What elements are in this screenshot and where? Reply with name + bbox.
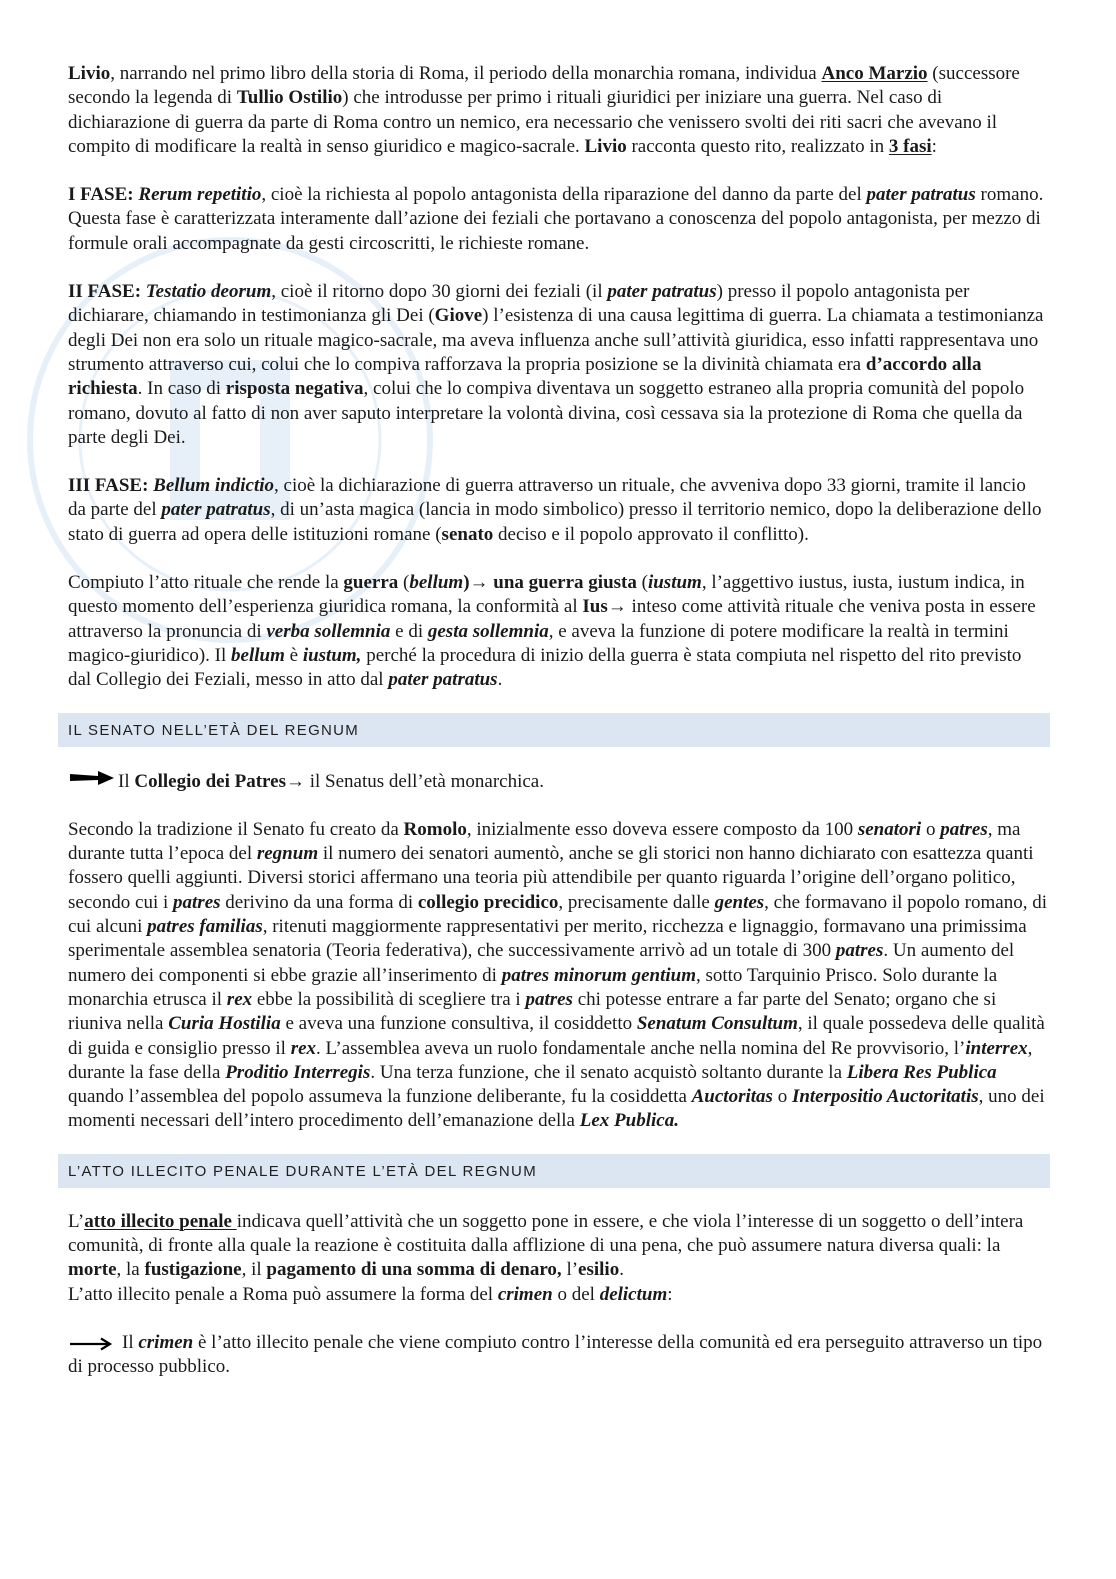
text-bold-italic: Auctoritas (691, 1086, 773, 1108)
text: Il (118, 770, 135, 792)
text-bold-italic: Curia Hostilia (168, 1013, 281, 1035)
text: racconta questo rito, realizzato in (626, 135, 889, 157)
text-bold: Collegio dei Patres (134, 770, 286, 792)
text-bold-italic: pater patratus (388, 669, 498, 691)
paragraph-crimen (68, 1331, 1048, 1380)
text: Compiuto l’atto rituale che rende la (68, 572, 344, 594)
text: , il quale possedeva delle qualità di guida e consiglio presso il (68, 1013, 1045, 1059)
text: il numero dei senatori aumentò, anche se gli storici non hanno dichiarato con esattezza quanti fossero quelli aggiunti. Diversi storici affermano una teoria più attendibile per quanto riguarda l’origine dell’organo politico, secondo cui i (68, 843, 1034, 913)
text: , che formavano il popolo romano, di cui alcuni (68, 891, 1047, 938)
text-bold-italic: delictum (599, 1283, 668, 1305)
paragraph-intro (68, 62, 1048, 159)
text-bold-italic: patres (525, 988, 573, 1010)
text: ebbe la possibilità di scegliere tra i (252, 988, 526, 1010)
text: : (931, 135, 937, 157)
paragraph-bellum-iustum (68, 571, 1048, 692)
text: : (667, 1283, 673, 1305)
text: , colui che lo compiva diventava un soggetto estraneo alla propria comunità del popolo romano, dovuto al fatto di non aver saputo interpretare la volontà divina, così cessava sia la protezione di Roma che quella da parte degli Dei. (68, 378, 1025, 448)
long-arrow-right-icon (68, 1337, 114, 1351)
text-bold-italic: crimen (138, 1331, 194, 1353)
text-bold-italic: iustum, (302, 644, 362, 666)
text: ) l’esistenza di una causa legittima di guerra. La chiamata a testimonianza degli Dei non era solo un rituale magico-sacrale, ma aveva influenza anche sull’attività giuridica, esso infatti rappresentava uno strumento attraverso cui, colui che lo compiva rafforzava la propria posizione se la divinità chiamata era (68, 305, 1044, 375)
thick-arrow-right-icon (68, 769, 118, 787)
text-bold-italic: patres minorum gentium (501, 964, 696, 986)
text: (successore secondo la legenda di (68, 63, 1020, 109)
text: deciso e il popolo approvato il conflitto). (493, 523, 809, 545)
text: , ritenuti maggiormente rappresentativi per merito, ricchezza e lignaggio, formavano una primissima sperimentale assemblea senatoria (Teoria federativa), che successivamente arrivò ad un totale di 300 (68, 916, 1027, 962)
text-bold: d’accordo alla richiesta (68, 353, 982, 400)
text-bold-italic: gentes (714, 891, 765, 913)
text-bold-italic: pater patratus (607, 281, 717, 303)
section-heading-atto-illecito: L’ATTO ILLECITO PENALE DURANTE L’ETÀ DEL REGNUM (58, 1154, 1050, 1188)
text-bold-underline: atto illecito penale (84, 1210, 237, 1232)
text: L’ (68, 1210, 85, 1232)
paragraph-phase-1 (68, 183, 1048, 256)
text-bold-italic: bellum (409, 572, 464, 594)
text-bold: Livio (68, 63, 111, 84)
text-bold-italic: rex (226, 988, 253, 1010)
text-bold: III FASE: (68, 475, 154, 497)
text: , inizialmente esso doveva essere composto da 100 (466, 818, 858, 840)
section-heading-senato: IL SENATO NELL’ETÀ DEL REGNUM (58, 713, 1050, 747)
text-bold: Giove (434, 305, 483, 327)
text-bold-italic: Lex Publica. (579, 1110, 679, 1132)
text-bold: guerra (343, 572, 399, 594)
text: , cioè il ritorno dopo 30 giorni dei feziali (il (271, 281, 608, 303)
text: perché la procedura di inizio della guerra è stata compiuta nel rispetto del rito previsto dal Collegio dei Feziali, messo in atto dal (68, 644, 1022, 691)
text: ( (398, 572, 410, 594)
paragraph-phase-2 (68, 280, 1048, 450)
text: , il (241, 1259, 267, 1281)
text: ) presso il popolo antagonista per dichiarare, chiamando in testimonianza gli Dei ( (68, 281, 970, 327)
text: ) che introdusse per primo i rituali giuridici per iniziare una guerra. Nel caso di dichiarazione di guerra da parte di Roma contro un nemico, era necessario che venissero svolti dei riti sacri che avevano il compito di modificare la realtà in senso giuridico e magico-sacrale. (68, 87, 998, 157)
text-bold-italic: Proditio Interregis (225, 1061, 371, 1083)
paragraph-atto-illecito (68, 1210, 1048, 1307)
text: . (497, 669, 503, 691)
document-body (68, 62, 1048, 1403)
text-bold-italic: regnum (256, 843, 319, 865)
text-bold-italic: patres familias (147, 916, 263, 938)
text-bold-italic: verba sollemnia (266, 620, 391, 642)
text: quando l’assemblea del popolo assumeva la funzione deliberante, fu la cosiddetta (68, 1086, 692, 1108)
text: è (284, 644, 303, 666)
text-bold: Tullio Ostilio (236, 87, 343, 109)
text-bold-italic: iustum (647, 572, 702, 594)
text-bold: pagamento di una somma di denaro, (266, 1259, 562, 1281)
text: , e aveva la funzione di potere modificare la realtà in termini magico-giuridico). Il (68, 620, 1009, 666)
text: , uno dei momenti necessari dell’intero procedimento dell’emanazione della (68, 1086, 1045, 1132)
text-bold-italic: pater patratus (866, 184, 976, 206)
text: , precisamente dalle (558, 891, 715, 913)
text-bold-italic: patres (173, 891, 221, 913)
text: . Un aumento del numero dei componenti si ebbe grazie all’inserimento di (68, 940, 1015, 986)
text-bold-italic: interrex (965, 1037, 1028, 1059)
text-bold: Romolo (403, 818, 467, 840)
text: o del (552, 1283, 600, 1305)
text: , di un’asta magica (lancia in modo simbolico) presso il territorio nemico, dopo la deliberazione dello stato di guerra ad opera delle istituzioni romane ( (68, 499, 1042, 545)
text-bold: )→ una guerra giusta (463, 572, 637, 594)
text: , l’aggettivo iustus, iusta, iustum indica, in questo momento dell’esperienza giuridica romana, la conformità al (68, 572, 1025, 618)
text-bold-italic: Bellum indictio (153, 475, 275, 497)
paragraph-senato (68, 818, 1048, 1134)
text-bold-italic: Libera Res Publica (846, 1061, 997, 1083)
text-bold: fustigazione (144, 1259, 242, 1281)
text: , la (116, 1259, 145, 1281)
text: chi potesse entrare a far parte del Senato; organo che si riuniva nella (68, 988, 997, 1035)
paragraph-phase-3 (68, 474, 1048, 547)
text: → il Senatus dell’età monarchica. (285, 770, 544, 792)
paragraph-collegio-patres (68, 769, 1048, 794)
text: o (772, 1086, 792, 1108)
text-bold: I FASE: (68, 184, 139, 206)
text: . In caso di (137, 378, 226, 400)
text-bold-italic: senatori (857, 818, 922, 840)
text: , ma durante tutta l’epoca del (68, 818, 1021, 865)
text: romano. Questa fase è caratterizzata interamente dall’azione dei feziali che portavano a conoscenza del popolo antagonista, per mezzo di formule orali accompagnate da gesti circoscritti, le richieste romane. (68, 184, 1044, 254)
text: . L’assemblea aveva un ruolo fondamentale anche nella nomina del Re provvisorio, l’ (316, 1037, 966, 1059)
text-bold: morte (68, 1259, 117, 1281)
text-bold-italic: patres (835, 940, 884, 962)
text: e di (390, 620, 428, 642)
text-bold: collegio precidico (417, 891, 559, 913)
text: , cioè la richiesta al popolo antagonista della riparazione del danno da parte del (261, 184, 867, 206)
text: . (619, 1259, 624, 1281)
text-bold-italic: Testatio deorum (145, 281, 272, 303)
text-bold-italic: patres (940, 818, 988, 840)
text-bold: risposta negativa (225, 378, 364, 400)
text-bold-underline: Anco Marzio (821, 63, 928, 84)
text: derivino da una forma di (220, 891, 418, 913)
text: Il (122, 1331, 139, 1353)
text: ( (636, 572, 648, 594)
text-bold-italic: Interpositio Auctoritatis (791, 1086, 979, 1108)
text-bold-italic: rex (290, 1037, 317, 1059)
text-bold-italic: gesta sollemnia (427, 620, 549, 642)
text: è l’atto illecito penale che viene compiuto contro l’interesse della comunità ed era perseguito attraverso un tipo di processo pubblico. (68, 1331, 1043, 1378)
text: o (921, 818, 941, 840)
text: , durante la fase della (68, 1037, 1033, 1083)
text: , narrando nel primo libro della storia di Roma, il periodo della monarchia romana, individua (110, 63, 822, 84)
text-bold-underline: 3 fasi (888, 135, 932, 157)
text: l’ (561, 1259, 579, 1281)
text-bold-italic: pater patratus (161, 499, 271, 521)
text-bold-italic: Senatum Consultum (636, 1013, 798, 1035)
text-bold-italic: crimen (497, 1283, 553, 1305)
text: Secondo la tradizione il Senato fu creato da (68, 818, 404, 840)
text: , cioè la dichiarazione di guerra attraverso un rituale, che avveniva dopo 33 giorni, tramite il lancio da parte del (68, 475, 1026, 521)
text: L’atto illecito penale a Roma può assumere la forma del (68, 1283, 498, 1305)
text-bold: Ius (582, 596, 608, 618)
text-bold: Livio (584, 135, 627, 157)
text-bold: senato (441, 523, 494, 545)
text: , sotto Tarquinio Prisco. Solo durante la monarchia etrusca il (68, 964, 998, 1010)
text: indicava quell’attività che un soggetto pone in essere, e che viola l’interesse di un soggetto o dell’intera comunità, di fronte alla quale la reazione è costituita dalla afflizione di una pena, che può assumere natura diversa quali: la (68, 1210, 1024, 1256)
text-bold: esilio (578, 1259, 620, 1281)
text-bold: II FASE: (68, 281, 146, 303)
text-bold-italic: bellum (231, 644, 285, 666)
text: . Una terza funzione, che il senato acquistò soltanto durante la (370, 1061, 847, 1083)
text: e aveva una funzione consultiva, il cosiddetto (280, 1013, 637, 1035)
text: → inteso come attività rituale che veniva posta in essere attraverso la pronuncia di (68, 596, 1036, 642)
text-bold-italic: Rerum repetitio (138, 184, 262, 206)
